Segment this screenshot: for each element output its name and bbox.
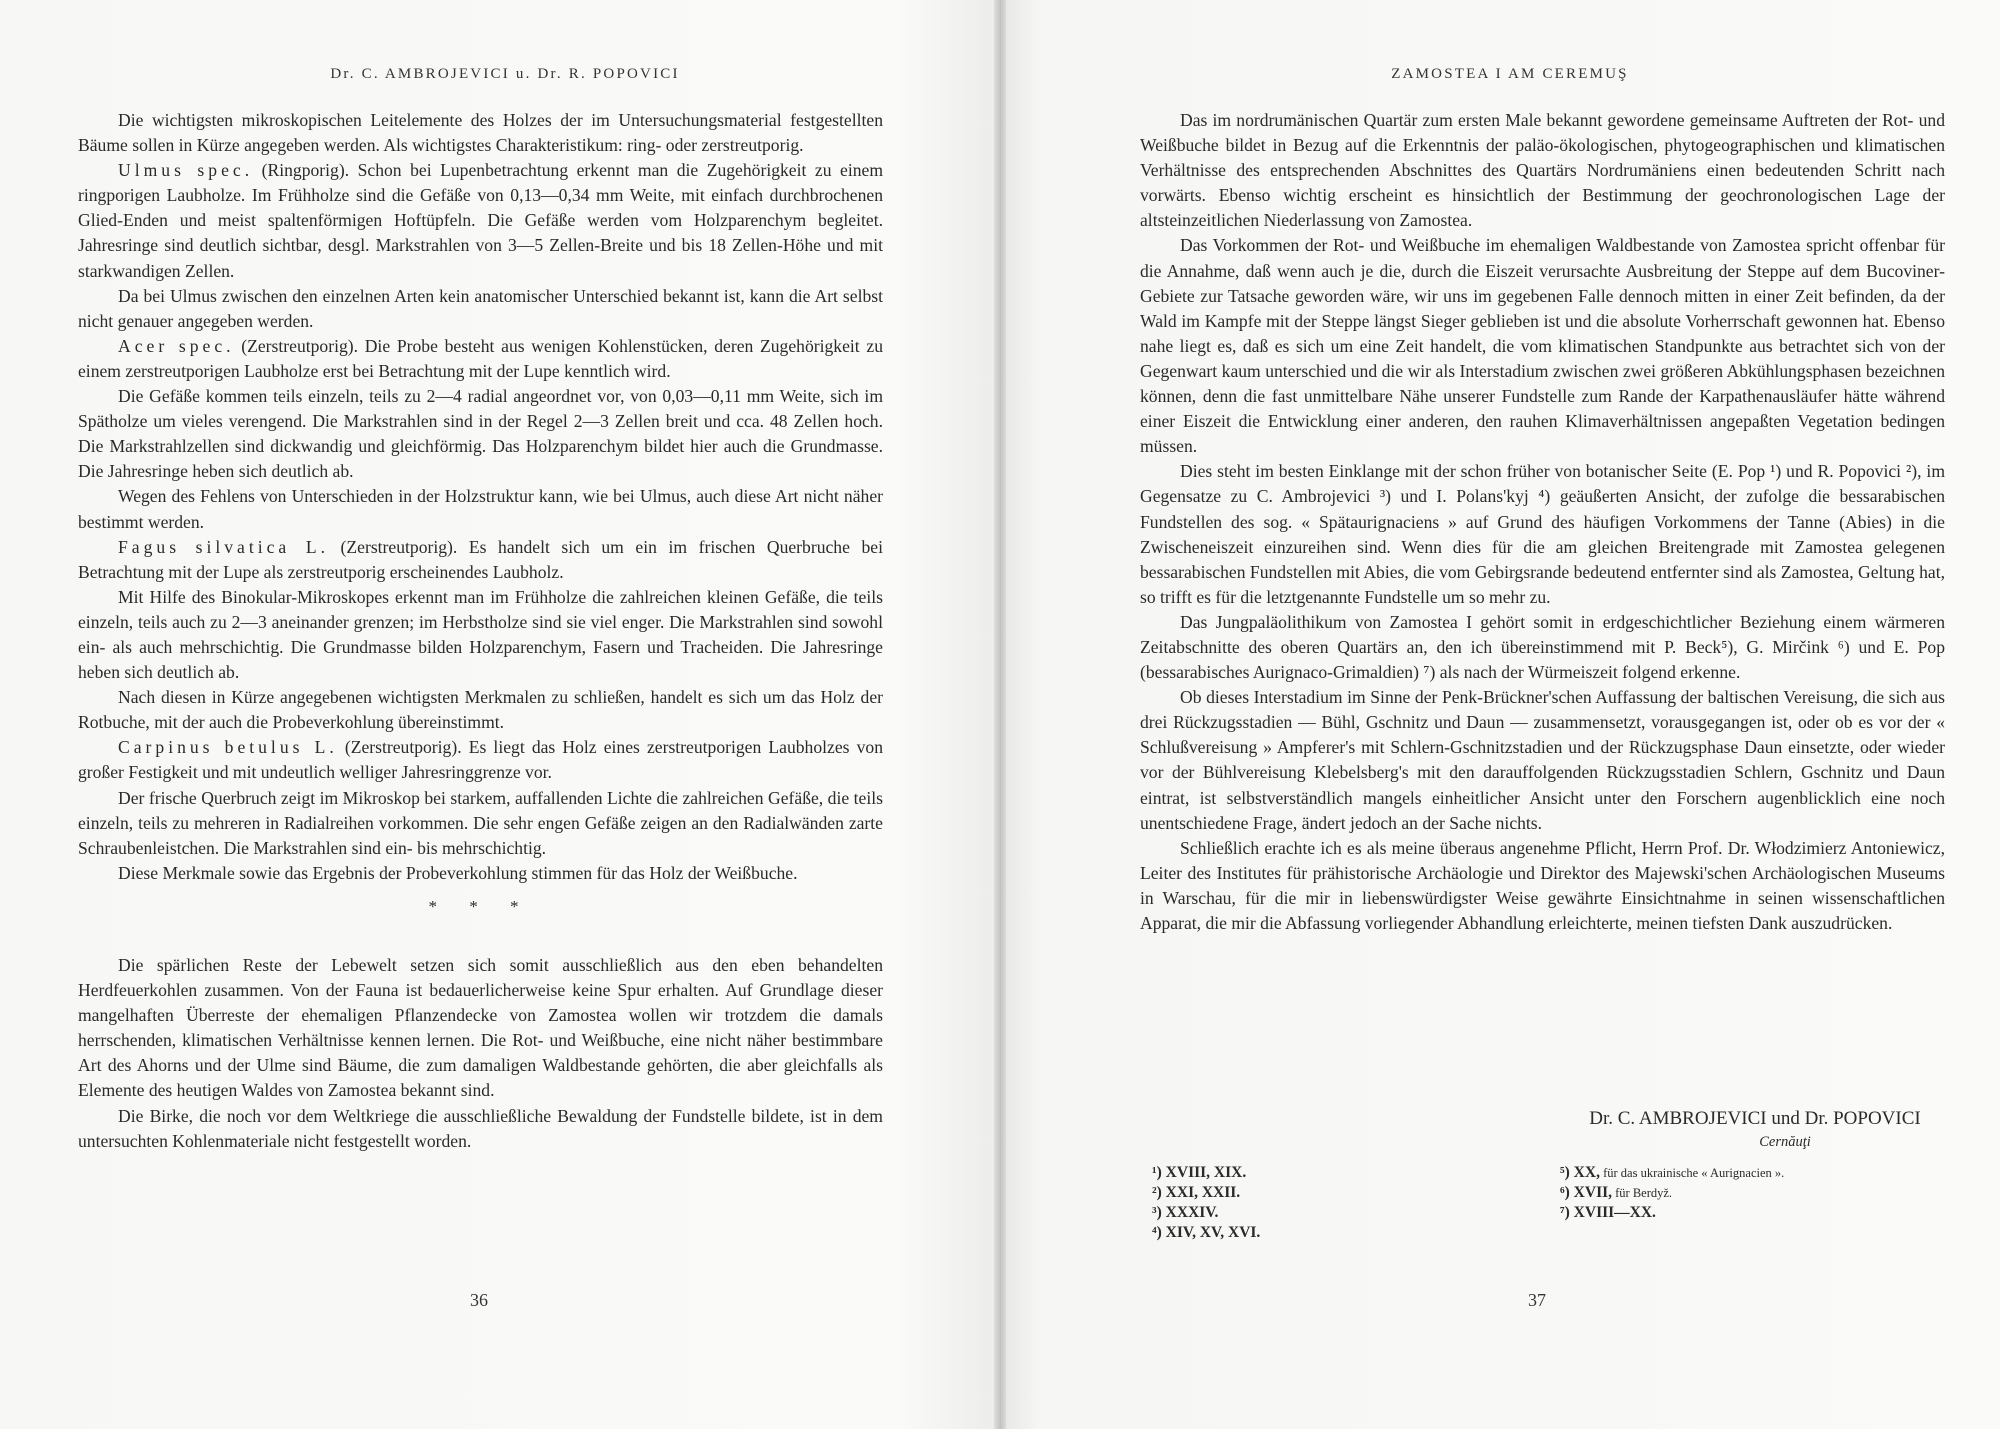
species-name: Acer spec. — [118, 335, 235, 356]
paragraph: Die Birke, die noch vor dem Weltkriege die ausschließliche Bewaldung der Fundstelle bildete, ist in dem untersuchten Kohlenmateriale nicht festgestellt worden. — [78, 1105, 883, 1151]
paragraph: Diese Merkmale sowie das Ergebnis der Probeverkohlung stimmen für das Holz der Weißbuche. — [118, 862, 798, 883]
paragraph: Acer spec. (Zerstreutporig). Die Probe besteht aus wenigen Kohlenstücken, deren Zugehörigkeit zu einem zerstreutporigen Laubholze erst bei Betrachtung mit der Lupe kenntlich wird. — [78, 335, 883, 381]
page-number-left: 36 — [470, 1290, 488, 1310]
paragraph: Fagus silvatica L. (Zerstreutporig). Es handelt sich um ein im frischen Querbruche bei Betrachtung mit der Lupe als zerstreutporig erscheinendes Laubholz. — [78, 536, 883, 582]
footnote: ⁷) XVIII—XX. — [1560, 1204, 1656, 1221]
species-name: Ulmus spec. — [118, 160, 254, 181]
footnote: ⁴) XIV, XV, XVI. — [1152, 1224, 1261, 1241]
right-body-text — [1140, 108, 1945, 936]
footnotes-column-2 — [1560, 1163, 1784, 1223]
paragraph: Dies steht im besten Einklange mit der schon früher von botanischer Seite (E. Pop ¹) und R. Popovici ²), im Gegensatze zu C. Ambrojevici ³) und I. Polans'kyj ⁴) geäußerten Ansicht, der zufolge die bessarabischen Fundstellen des sog. « Spätaurignaciens » auf Grund des häufigen Vorkommens der Tanne (Abies) in die Zwischeneiszeit einzureihen sind. Wenn dies für die am gleichen Breitengrade mit Zamostea gelegenen bessarabischen Fundstellen mit Abies, die vom Gebirgsrande bedeutend entfernter sind als Zamostea, Geltung hat, so trifft es für die letztgenannte Fundstelle um so mehr zu. — [1140, 461, 1945, 607]
paragraph: Die spärlichen Reste der Lebewelt setzen sich somit ausschließlich aus den eben behandelten Herdfeuerkohlen zusammen. Von der Fauna ist bedauerlicherweise keine Spur erhalten. Auf Grundlage dieser mangelhaften Überreste der ehemaligen Pflanzendecke von Zamostea wollen wir trotzdem die damals herrschenden, klimatischen Verhältnisse kennen lernen. Die Rot- und Weißbuche, eine nicht näher bestimmbare Art des Ahorns und der Ulme sind Bäume, die zum damaligen Waldbestande gehörten, die aber gleichfalls als Elemente des heutigen Waldes von Zamostea bekannt sind. — [78, 955, 883, 1101]
running-head-right: ZAMOSTEA I AM CEREMUŞ — [1391, 66, 1629, 82]
paragraph: Das Vorkommen der Rot- und Weißbuche im ehemaligen Waldbestande von Zamostea spricht offenbar für die Annahme, daß wenn auch je die, durch die Eiszeit verursachte Ausbreitung der Steppe auf dem Bucoviner-Gebiete zur Tatsache geworden wäre, wir uns im gegebenen Falle dennoch mitten in einer Zeit befinden, da der Wald im Kampfe mit der Steppe längst Sieger geblieben ist und die absolute Vorherrschaft gewonnen hat. Ebenso nahe liegt es, daß es sich um eine Zeit handelt, die vom klimatischen Standpunkte aus betrachtet sich von der Gegenwart kaum unterschied und die wir als Interstadium zwischen zwei größeren Abkühlungsphasen bezeichnen können, denn die fast unmittelbare Nähe unserer Fundstelle zum Rande der Karpathenausläufer hätte während einer Eiszeit die Entwicklung einer anderen, den rauhen Klimaverhältnissen angepaßten Vegetation bedingen müssen. — [1140, 235, 1945, 457]
footnote: ¹) XVIII, XIX. — [1152, 1164, 1247, 1181]
footnote: ⁶) XVII, für Berdyž. — [1560, 1184, 1673, 1201]
paragraph: Die Gefäße kommen teils einzeln, teils zu 2—4 radial angeordnet vor, von 0,03—0,11 mm Weite, sich im Spätholze um vieles verengend. Die Markstrahlen sind in der Regel 2—3 Zellen breit und cca. 48 Zellen hoch. Die Markstrahlzellen sind dickwandig und gleichförmig. Das Holzparenchym bildet hier auch die Grundmasse. Die Jahresringe heben sich deutlich ab. — [78, 386, 883, 482]
paragraph: Der frische Querbruch zeigt im Mikroskop bei starkem, auffallenden Lichte die zahlreichen Gefäße, die teils einzeln, teils zu mehreren in Radialreihen vorkommen. Die sehr engen Gefäße zeigen an den Radialwänden zarte Schraubenleistchen. Die Markstrahlen sind ein- bis mehrschichtig. — [78, 787, 883, 858]
paragraph: Wegen des Fehlens von Unterschieden in der Holzstruktur kann, wie bei Ulmus, auch diese Art nicht näher bestimmt werden. — [78, 486, 883, 532]
page-number-right: 37 — [1528, 1290, 1546, 1310]
footnote: ²) XXI, XXII. — [1152, 1184, 1241, 1201]
footnote: ⁵) XX, für das ukrainische « Aurignacien ». — [1560, 1164, 1785, 1181]
paragraph: Da bei Ulmus zwischen den einzelnen Arten kein anatomischer Unterschied bekannt ist, kann die Art selbst nicht genauer angegeben werden. — [78, 285, 883, 331]
paragraph: Die wichtigsten mikroskopischen Leitelemente des Holzes der im Untersuchungsmaterial festgestellten Bäume sollen in Kürze angegeben werden. Als wichtigstes Charakteristikum: ring- oder zerstreutporig. — [78, 110, 883, 156]
paragraph: Mit Hilfe des Binokular-Mikroskopes erkennt man im Frühholze die zahlreichen kleinen Gefäße, die teils einzeln, teils auch zu 2—3 aneinander grenzen; im Herbstholze sind sie viel enger. Die Markstrahlen sind sowohl ein- als auch mehrschichtig. Die Grundmasse bilden Holzparenchym, Fasern und Tracheiden. Die Jahresringe heben sich deutlich ab. — [78, 586, 883, 683]
right-page — [1000, 0, 2000, 1429]
author-signature — [1550, 1108, 1960, 1151]
paragraph: Ob dieses Interstadium im Sinne der Penk-Brückner'schen Auffassung der baltischen Vereisung, die sich aus drei Rückzugsstadien — Bühl, Gschnitz und Daun — zusammensetzt, vorausgegangen ist, oder ob es vor der « Schlußvereisung » Ampferer's mit Schlern-Gschnitzstadien und der Rückzugsphase Daun einsetzte, oder wieder vor der Bühlvereisung Klebelsberg's mit den darauffolgenden Rückzugsstadien Schlern, Gschnitz und Daun eintrat, ist selbstverständlich mangels einheitlicher Ansicht unter den Forschern augenblicklich eine noch unentschiedene Frage, ändert jedoch an der Sache nichts. — [1140, 687, 1945, 833]
section-separator: * * * — [428, 896, 533, 916]
paragraph: Nach diesen in Kürze angegebenen wichtigsten Merkmalen zu schließen, handelt es sich um das Holz der Rotbuche, mit der auch die Probeverkohlung übereinstimmt. — [78, 687, 883, 733]
paragraph: Das Jungpaläolithikum von Zamostea I gehört somit in erdgeschichtlicher Beziehung einem wärmeren Zeitabschnitte des oberen Quartärs an, den ich übereinstimmend mit P. Beck⁵), G. Mirčink ⁶) und E. Pop (bessarabisches Aurignaco-Grimaldien) ⁷) als nach der Würmeiszeit folgend erkenne. — [1140, 611, 1945, 683]
left-body-text — [78, 108, 883, 1154]
species-name: Fagus silvatica L. — [118, 536, 329, 557]
footnote: ³) XXXIV. — [1152, 1204, 1219, 1221]
book-gutter — [994, 0, 1006, 1429]
author-names: Dr. C. AMBROJEVICI und Dr. POPOVICI — [1589, 1108, 1921, 1129]
paragraph: Das im nordrumänischen Quartär zum ersten Male bekannt gewordene gemeinsame Auftreten der Rot- und Weißbuche bildet in Bezug auf die Erkenntnis der paläo-ökologischen, phytogeographischen und klimatischen Verhältnisse des entsprechenden Abschnittes des Quartärs Nordrumäniens einen bedeutenden Schritt nach vorwärts. Ebenso wichtig erscheint es hinsichtlich der Bestimmung der geochronologischen Lage der altsteinzeitlichen Niederlassung von Zamostea. — [1140, 110, 1945, 231]
paragraph: Carpinus betulus L. (Zerstreutporig). Es liegt das Holz eines zerstreutporigen Laubholzes von großer Festigkeit und mit undeutlich welliger Jahresringgrenze vor. — [78, 737, 883, 783]
species-name: Carpinus betulus L. — [118, 737, 338, 758]
footnotes-column-1 — [1152, 1163, 1260, 1243]
author-city: Cernăuţi — [1759, 1134, 1811, 1150]
paragraph: Schließlich erachte ich es als meine überaus angenehme Pflicht, Herrn Prof. Dr. Włodzimierz Antoniewicz, Leiter des Institutes für prähistorische Archäologie und Direktor des Majewski'schen Archäologischen Museums in Warschau, für die mir in liebenswürdigster Weise gewährte Einsichtnahme in seinen wissenschaftlichen Apparat, die mir die Abfassung vorliegender Abhandlung erleichterte, meinen tiefsten Dank auszudrücken. — [1140, 837, 1945, 933]
paragraph: Ulmus spec. (Ringporig). Schon bei Lupenbetrachtung erkennt man die Zugehörigkeit zu einem ringporigen Laubholze. Im Frühholze sind die Gefäße von 0,13—0,34 mm Weite, mit einfach durchbrochenen Glied-Enden und meist spaltenförmigen Hoftüpfeln. Die Gefäße werden vom Holzparenchym begleitet. Jahresringe sind deutlich sichtbar, desgl. Markstrahlen von 3—5 Zellen-Breite und bis 18 Zellen-Höhe und mit starkwandigen Zellen. — [78, 160, 884, 281]
running-head-left: Dr. C. AMBROJEVICI u. Dr. R. POPOVICI — [330, 66, 680, 82]
